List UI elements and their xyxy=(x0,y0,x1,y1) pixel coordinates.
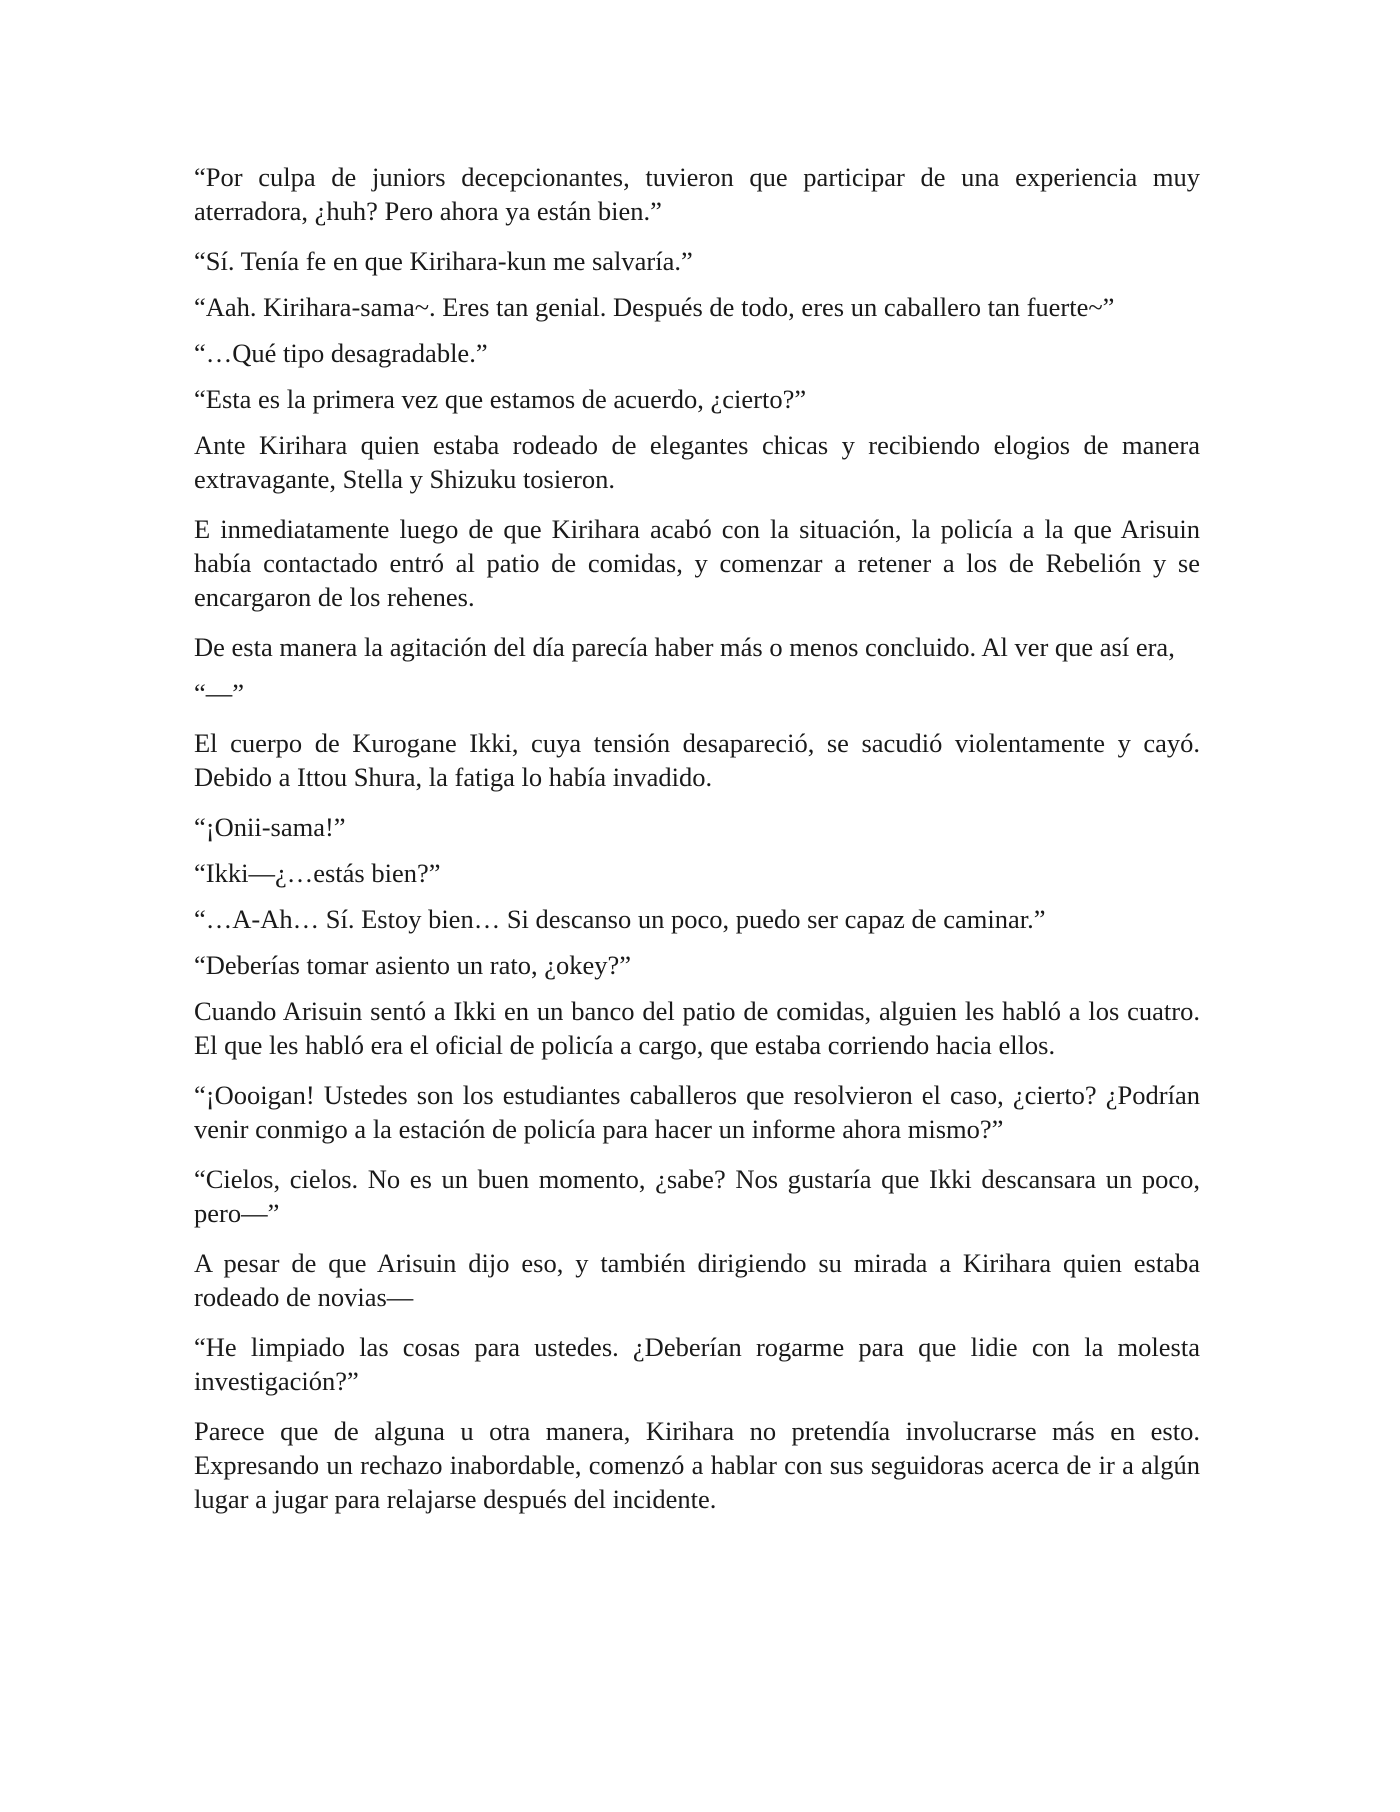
paragraph-13: “…A-Ah… Sí. Estoy bien… Si descanso un poco, puedo ser capaz de caminar.” xyxy=(194,904,1046,934)
paragraph-20: Parece que de alguna u otra manera, Kirihara no pretendía involucrarse más en esto. Expresando un rechazo inabordable, comenzó a hablar con sus seguidoras acerca de ir a algún lugar a jugar para relajarse después del incidente. xyxy=(194,1416,1200,1514)
paragraph-15: Cuando Arisuin sentó a Ikki en un banco del patio de comidas, alguien les habló a los cuatro. El que les habló era el oficial de policía a cargo, que estaba corriendo hacia ellos. xyxy=(194,996,1200,1060)
paragraph-5: “Esta es la primera vez que estamos de acuerdo, ¿cierto?” xyxy=(194,384,807,414)
paragraph-4: “…Qué tipo desagradable.” xyxy=(194,338,488,368)
paragraph-14: “Deberías tomar asiento un rato, ¿okey?” xyxy=(194,950,632,980)
paragraph-9: “—” xyxy=(194,678,245,708)
paragraph-16: “¡Oooigan! Ustedes son los estudiantes caballeros que resolvieron el caso, ¿cierto? ¿Podrían venir conmigo a la estación de policía para hacer un informe ahora mismo?” xyxy=(194,1080,1200,1144)
paragraph-17: “Cielos, cielos. No es un buen momento, ¿sabe? Nos gustaría que Ikki descansara un poco, pero—” xyxy=(194,1164,1200,1228)
paragraph-8: De esta manera la agitación del día parecía haber más o menos concluido. Al ver que así era, xyxy=(194,632,1175,662)
paragraph-2: “Sí. Tenía fe en que Kirihara-kun me salvaría.” xyxy=(194,246,693,276)
paragraph-18: A pesar de que Arisuin dijo eso, y también dirigiendo su mirada a Kirihara quien estaba rodeado de novias— xyxy=(194,1248,1200,1312)
paragraph-6: Ante Kirihara quien estaba rodeado de elegantes chicas y recibiendo elogios de manera extravagante, Stella y Shizuku tosieron. xyxy=(194,430,1200,494)
paragraph-7: E inmediatamente luego de que Kirihara acabó con la situación, la policía a la que Arisuin había contactado entró al patio de comidas, y comenzar a retener a los de Rebelión y se encargaron de los rehenes. xyxy=(194,514,1200,612)
body-text xyxy=(194,160,1200,1532)
paragraph-19: “He limpiado las cosas para ustedes. ¿Deberían rogarme para que lidie con la molesta investigación?” xyxy=(194,1332,1200,1396)
paragraph-11: “¡Onii-sama!” xyxy=(194,812,346,842)
paragraph-10: El cuerpo de Kurogane Ikki, cuya tensión desapareció, se sacudió violentamente y cayó. Debido a Ittou Shura, la fatiga lo había invadido. xyxy=(194,728,1200,792)
paragraph-12: “Ikki—¿…estás bien?” xyxy=(194,858,441,888)
paragraph-1: “Por culpa de juniors decepcionantes, tuvieron que participar de una experiencia muy aterradora, ¿huh? Pero ahora ya están bien.” xyxy=(194,162,1200,226)
paragraph-3: “Aah. Kirihara-sama~. Eres tan genial. Después de todo, eres un caballero tan fuerte~” xyxy=(194,292,1115,322)
